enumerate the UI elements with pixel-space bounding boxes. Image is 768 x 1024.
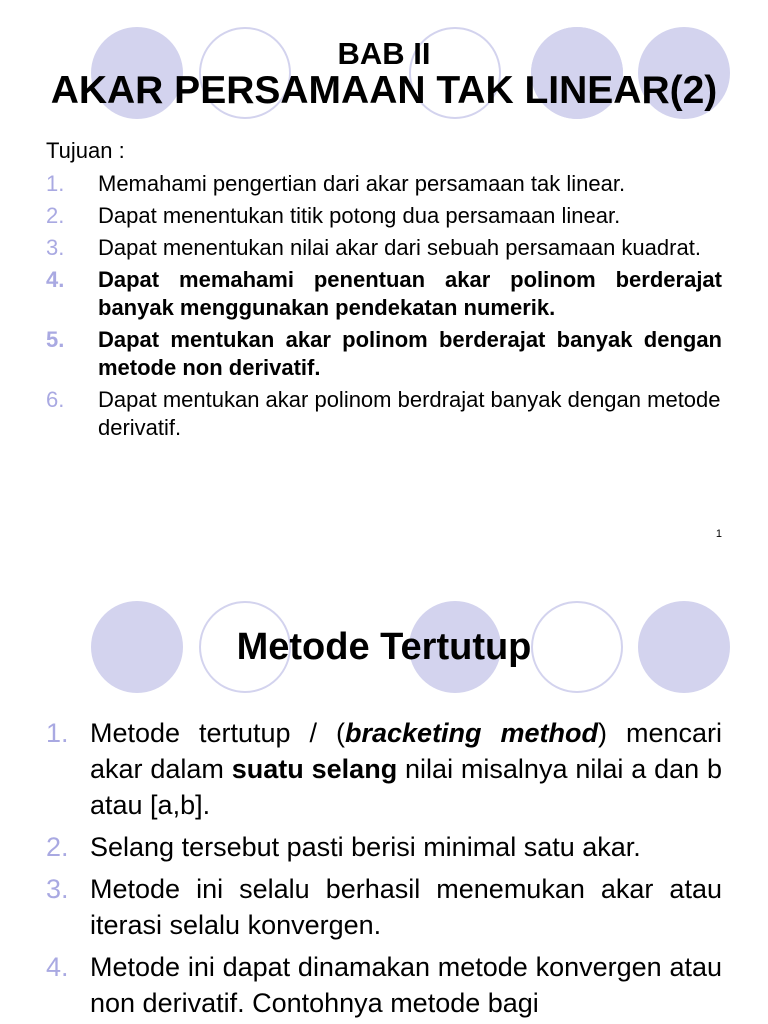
list-number: 3. <box>46 874 69 904</box>
list-item <box>46 871 722 943</box>
list-number: 4. <box>46 952 69 982</box>
objectives-list <box>46 170 722 446</box>
list-number: 5. <box>46 327 65 352</box>
list-text: Selang tersebut pasti berisi minimal satu akar. <box>90 832 641 862</box>
list-text: Dapat memahami penentuan akar polinom berderajat banyak menggunakan pendekatan numerik. <box>98 267 722 320</box>
slide-title-line2: AKAR PERSAMAAN TAK LINEAR(2) <box>50 69 718 112</box>
list-item <box>46 170 722 198</box>
list-item <box>46 234 722 262</box>
list-number: 1. <box>46 718 69 748</box>
list-item <box>46 386 722 442</box>
list-item <box>46 829 722 865</box>
page-number: 1 <box>715 528 722 540</box>
list-text: Dapat mentukan akar polinom berderajat banyak dengan metode non derivatif. <box>98 327 722 380</box>
list-item <box>46 266 722 322</box>
list-text: Dapat mentukan akar polinom berdrajat banyak dengan metode derivatif. <box>98 387 721 440</box>
list-text: Dapat menentukan nilai akar dari sebuah persamaan kuadrat. <box>98 235 701 260</box>
list-number: 4. <box>46 267 65 292</box>
list-text: Metode tertutup / (bracketing method) mencari akar dalam suatu selang nilai misalnya nilai a dan b atau [a,b]. <box>90 718 722 820</box>
list-number: 6. <box>46 387 65 412</box>
list-item <box>46 949 722 1021</box>
list-number: 1. <box>46 171 65 196</box>
strong-term: suatu selang <box>231 754 398 784</box>
method-list <box>46 715 722 1024</box>
list-text: Dapat menentukan titik potong dua persamaan linear. <box>98 203 621 228</box>
list-number: 3. <box>46 235 65 260</box>
slide-title: Metode Tertutup <box>236 626 532 668</box>
emphasis-term: bracketing method <box>345 718 598 748</box>
list-item <box>46 202 722 230</box>
list-item <box>46 715 722 823</box>
list-item <box>46 326 722 382</box>
list-number: 2. <box>46 203 65 228</box>
list-text: Memahami pengertian dari akar persamaan tak linear. <box>98 171 626 196</box>
list-number: 2. <box>46 832 69 862</box>
slide-2 <box>0 560 768 1024</box>
objectives-heading: Tujuan : <box>46 138 125 163</box>
list-text: Metode ini dapat dinamakan metode konvergen atau non derivatif. Contohnya metode bagi <box>90 952 722 1018</box>
slide-title-line1: BAB II <box>337 36 431 71</box>
list-text: Metode ini selalu berhasil menemukan akar atau iterasi selalu konvergen. <box>90 874 722 940</box>
